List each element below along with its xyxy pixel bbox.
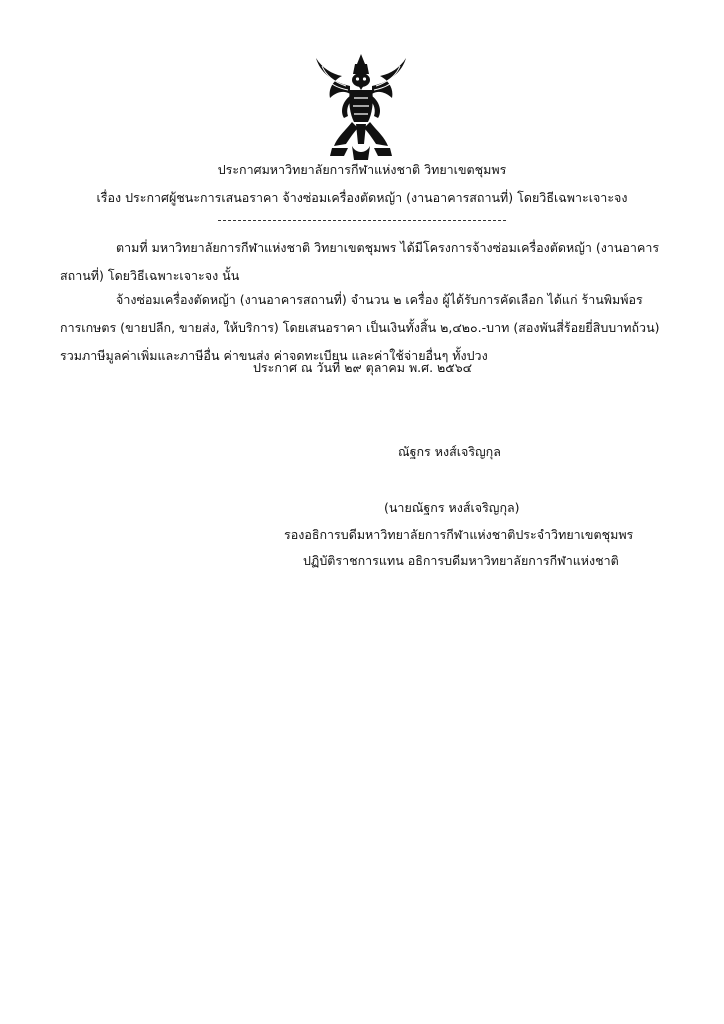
announcement-title: ประกาศมหาวิทยาลัยการกีฬาแห่งชาติ วิทยาเขตชุมพร [217, 162, 507, 177]
garuda-emblem-icon [312, 52, 410, 162]
paragraph-background [60, 234, 680, 290]
signatory-printed-name: (นายณัฐกร หงส์เจริญกุล) [384, 500, 520, 515]
paragraph-line: สถานที่) โดยวิธีเฉพาะเจาะจง นั้น [60, 268, 240, 283]
announcement-date: ประกาศ ณ วันที่ ๒๙ ตุลาคม พ.ศ. ๒๕๖๔ [253, 360, 473, 375]
announcement-subject: เรื่อง ประกาศผู้ชนะการเสนอราคา จ้างซ่อมเครื่องตัดหญ้า (งานอาคารสถานที่) โดยวิธีเฉพาะเจาะจง [96, 190, 628, 205]
signatory-position: รองอธิการบดีมหาวิทยาลัยการกีฬาแห่งชาติประจำวิทยาเขตชุมพร [284, 527, 634, 542]
paragraph-line: จ้างซ่อมเครื่องตัดหญ้า (งานอาคารสถานที่) จำนวน ๒ เครื่อง ผู้ได้รับการคัดเลือก ได้แก่ ร้านพิมพ์อร [116, 292, 643, 307]
paragraph-line: การเกษตร (ขายปลีก, ขายส่ง, ให้บริการ) โดยเสนอราคา เป็นเงินทั้งสิ้น ๒,๔๒๐.-บาท (สองพันสี่ร้อยยี่สิบบาทถ้วน) [60, 320, 660, 335]
divider-line [218, 220, 506, 221]
signature-name: ณัฐกร หงส์เจริญกุล [398, 444, 501, 459]
signatory-acting-for: ปฏิบัติราชการแทน อธิการบดีมหาวิทยาลัยการกีฬาแห่งชาติ [303, 553, 619, 568]
paragraph-line: ตามที่ มหาวิทยาลัยการกีฬาแห่งชาติ วิทยาเขตชุมพร ได้มีโครงการจ้างซ่อมเครื่องตัดหญ้า (งานอาคาร [116, 240, 660, 255]
paragraph-line: รวมภาษีมูลค่าเพิ่มและภาษีอื่น ค่าขนส่ง ค่าจดทะเบียน และค่าใช้จ่ายอื่นๆ ทั้งปวง [60, 348, 488, 363]
